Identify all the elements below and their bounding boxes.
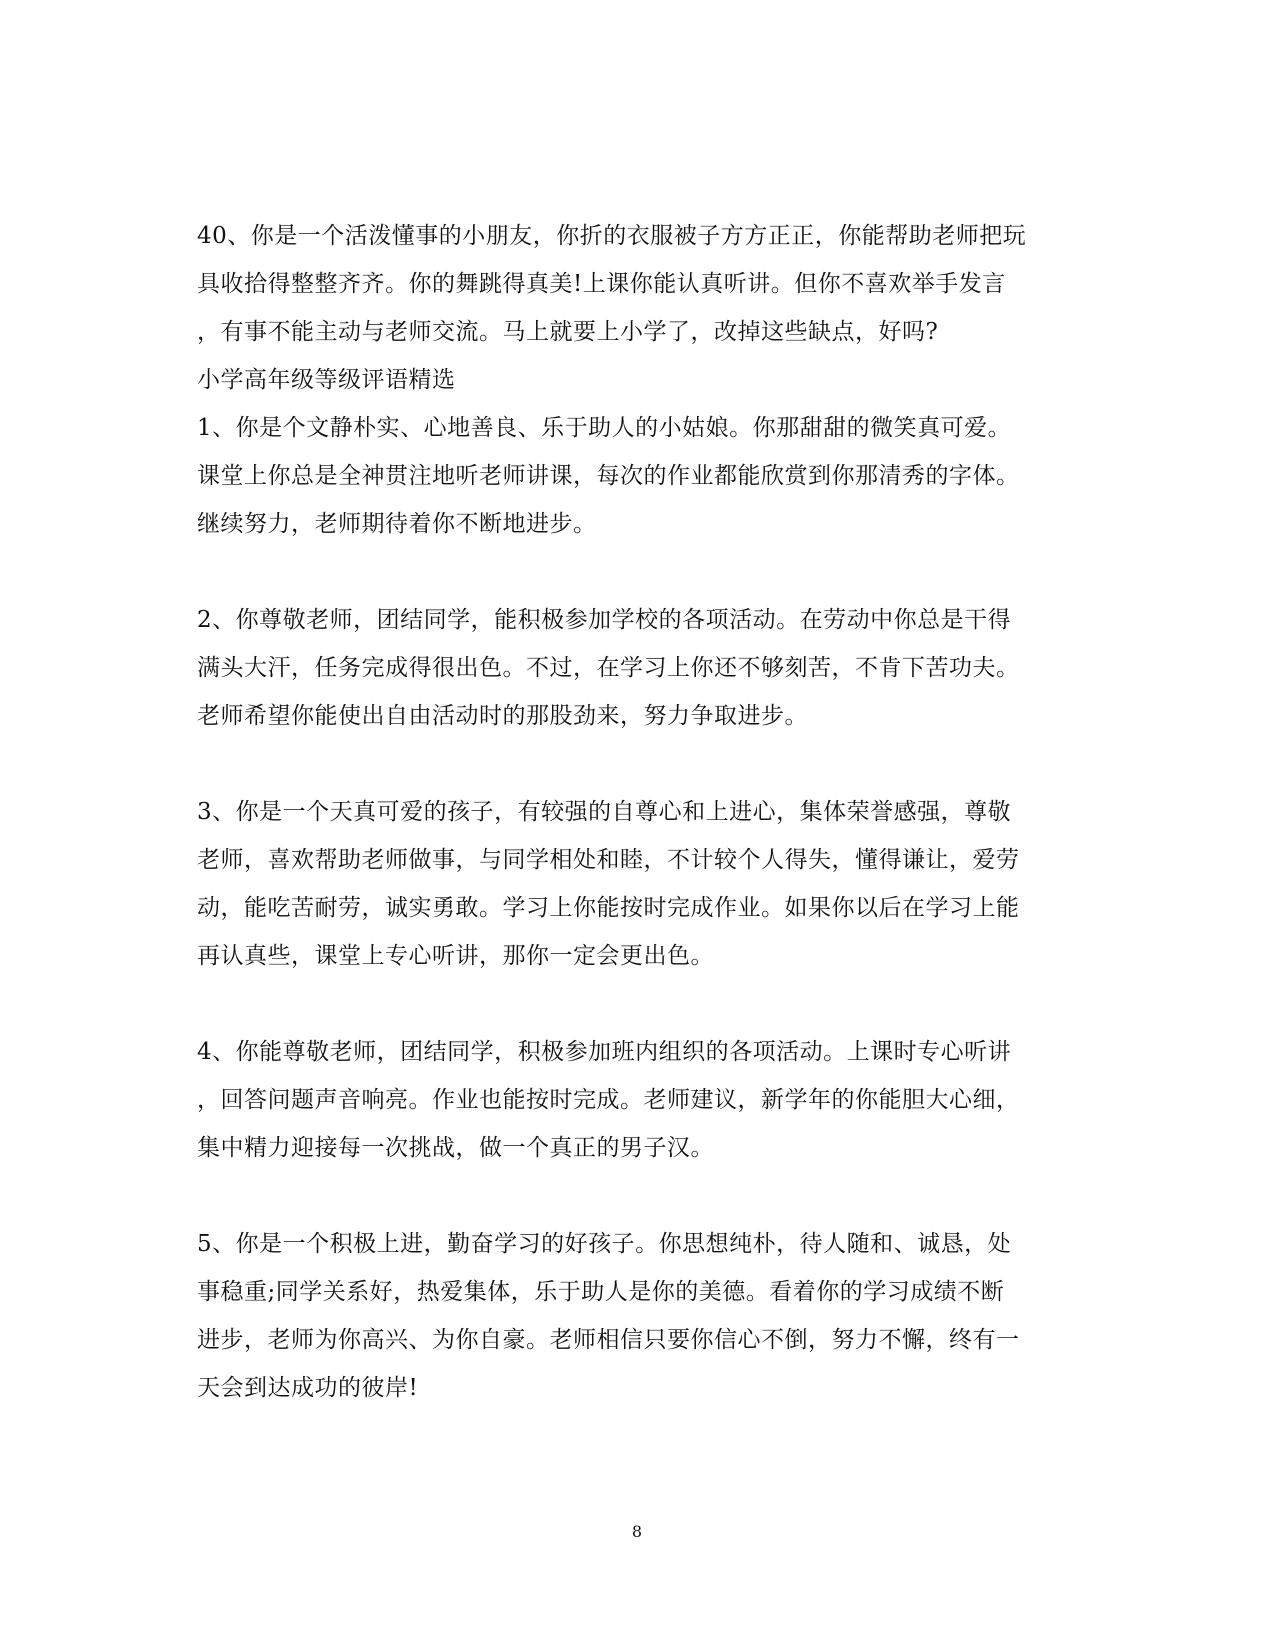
paragraph-spacer bbox=[197, 1172, 1077, 1220]
text-line: 天会到达成功的彼岸! bbox=[197, 1375, 419, 1401]
comment-paragraph-4 bbox=[197, 1028, 1077, 1172]
text-line: 事稳重;同学关系好，热爱集体，乐于助人是你的美德。看着你的学习成绩不断 bbox=[197, 1279, 1005, 1305]
text-line: 5、你是一个积极上进，勤奋学习的好孩子。你思想纯朴，待人随和、诚恳，处 bbox=[197, 1231, 1012, 1257]
text-line: 老师希望你能使出自由活动时的那股劲来，努力争取进步。 bbox=[197, 703, 808, 729]
text-line: 动，能吃苦耐劳，诚实勇敢。学习上你能按时完成作业。如果你以后在学习上能 bbox=[197, 895, 1020, 921]
comment-paragraph-2 bbox=[197, 596, 1077, 740]
text-line: 进步，老师为你高兴、为你自豪。老师相信只要你信心不倒，努力不懈，终有一 bbox=[197, 1327, 1020, 1353]
text-line: 2、你尊敬老师，团结同学，能积极参加学校的各项活动。在劳动中你总是干得 bbox=[197, 607, 1012, 633]
section-heading bbox=[197, 356, 1077, 404]
text-line: 继续努力，老师期待着你不断地进步。 bbox=[197, 511, 597, 537]
text-line: ，有事不能主动与老师交流。马上就要上小学了，改掉这些缺点，好吗? bbox=[197, 319, 939, 345]
text-line: 3、你是一个天真可爱的孩子，有较强的自尊心和上进心，集体荣誉感强，尊敬 bbox=[197, 799, 1012, 825]
text-line: ，回答问题声音响亮。作业也能按时完成。老师建议，新学年的你能胆大心细， bbox=[197, 1087, 1020, 1113]
paragraph-spacer bbox=[197, 740, 1077, 788]
text-line: 满头大汗，任务完成得很出色。不过，在学习上你还不够刻苦，不肯下苦功夫。 bbox=[197, 655, 1020, 681]
document-body bbox=[197, 212, 1077, 1412]
paragraph-spacer bbox=[197, 548, 1077, 596]
text-line: 具收拾得整整齐齐。你的舞跳得真美!上课你能认真听讲。但你不喜欢举手发言 bbox=[197, 271, 1006, 297]
text-line: 集中精力迎接每一次挑战，做一个真正的男子汉。 bbox=[197, 1135, 714, 1161]
text-line: 老师，喜欢帮助老师做事，与同学相处和睦，不计较个人得失，懂得谦让，爱劳 bbox=[197, 847, 1020, 873]
comment-paragraph-5 bbox=[197, 1220, 1077, 1412]
page-number: 8 bbox=[631, 1522, 643, 1541]
paragraph-spacer bbox=[197, 980, 1077, 1028]
text-line: 再认真些，课堂上专心听讲，那你一定会更出色。 bbox=[197, 943, 714, 969]
comment-paragraph-1 bbox=[197, 404, 1077, 548]
text-line: 课堂上你总是全神贯注地听老师讲课，每次的作业都能欣赏到你那清秀的字体。 bbox=[197, 463, 1020, 489]
text-line: 4、你能尊敬老师，团结同学，积极参加班内组织的各项活动。上课时专心听讲 bbox=[197, 1039, 1012, 1065]
heading-text: 小学高年级等级评语精选 bbox=[197, 367, 456, 393]
text-line: 40、你是一个活泼懂事的小朋友，你折的衣服被子方方正正，你能帮助老师把玩 bbox=[197, 223, 1027, 249]
comment-paragraph-40 bbox=[197, 212, 1077, 356]
text-line: 1、你是个文静朴实、心地善良、乐于助人的小姑娘。你那甜甜的微笑真可爱。 bbox=[197, 415, 1012, 441]
comment-paragraph-3 bbox=[197, 788, 1077, 980]
